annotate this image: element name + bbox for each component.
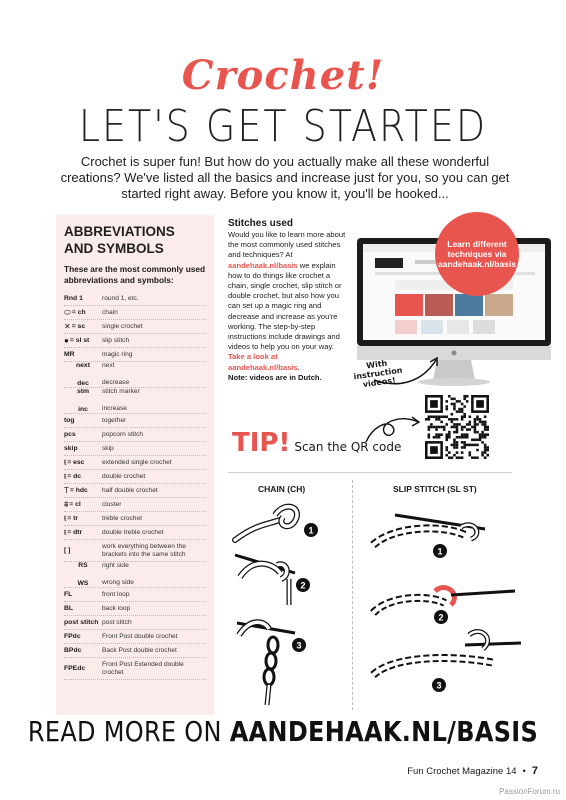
chain-step-2-badge: 2 <box>300 580 306 591</box>
abbreviation-row <box>64 320 206 334</box>
take-a-look-link[interactable]: Take a look at aandehaak.nl/basis. <box>228 352 300 372</box>
techniques-badge[interactable]: Learn different techniques via aandehaak.nl/basis <box>435 212 519 296</box>
abbreviation-row <box>64 658 206 680</box>
abbreviation-symbol-text: = esc <box>67 459 85 466</box>
cta-prefix: READ MORE ON <box>27 715 230 749</box>
abbreviation-row <box>64 348 206 362</box>
abbreviations-panel <box>56 215 214 715</box>
abbreviation-definition: post stitch <box>102 618 132 626</box>
chain-oval-icon: ⬭ <box>64 307 71 317</box>
chain-step-3-illustration <box>237 622 306 705</box>
dc-symbol-icon: ŧ <box>64 472 67 481</box>
curved-arrow-icon <box>366 350 446 390</box>
abbreviation-row <box>64 456 206 470</box>
abbreviation-definition-line: wrong side <box>102 579 134 586</box>
hdc-symbol-icon: T <box>64 486 69 495</box>
abbreviation-symbol <box>64 295 102 302</box>
chain-heading: CHAIN (CH) <box>258 484 306 494</box>
abbreviation-symbol-text: [ ] <box>64 547 71 554</box>
slip-step-1-illustration <box>373 515 485 558</box>
abbreviation-symbol-text: = dtr <box>67 529 83 536</box>
abbreviation-row <box>64 562 206 588</box>
page-footer <box>407 765 538 777</box>
abbreviation-symbol-line: dec <box>77 380 89 387</box>
stitch-diagrams <box>225 495 525 715</box>
abbreviation-definition: chain <box>102 308 118 316</box>
abbreviation-symbol <box>64 362 102 387</box>
videos-note: Note: videos are in Dutch. <box>228 372 322 382</box>
abbreviation-row <box>64 526 206 540</box>
page-title: LET'S GET STARTED <box>78 100 488 152</box>
stitches-body <box>228 230 346 373</box>
abbreviation-row <box>64 588 206 602</box>
x-symbol-icon: ✕ <box>64 322 71 331</box>
abbreviation-symbol-text: pcs <box>64 431 76 438</box>
abbreviation-definition: slip stitch <box>102 336 130 344</box>
slip-stitch-heading: SLIP STITCH (SL ST) <box>393 484 477 494</box>
abbreviation-symbol-text: = dc <box>67 473 82 480</box>
abbreviations-subtitle: These are the most commonly used abbreviations and symbols: <box>64 264 206 285</box>
abbreviation-definition: Front Post Extended double crochet <box>102 660 184 676</box>
abbreviation-symbol-text: FPEdc <box>64 665 86 672</box>
abbreviation-definition: Back Post double crochet <box>102 646 177 654</box>
abbreviation-symbol <box>64 417 102 424</box>
stitches-used-block <box>228 218 346 383</box>
abbreviation-definition: round 1, etc. <box>102 294 139 302</box>
abbreviation-symbol-text: BPdc <box>64 647 82 654</box>
abbreviation-definition: double treble crochet <box>102 528 164 536</box>
abbreviation-symbol <box>64 322 102 331</box>
abbreviation-symbol <box>64 472 102 481</box>
abbreviation-symbol <box>64 547 102 554</box>
abbreviation-row <box>64 512 206 526</box>
abbreviation-symbol <box>64 528 102 537</box>
abbreviation-symbol <box>64 351 102 358</box>
abbreviation-symbol <box>64 514 102 523</box>
abbreviation-symbol <box>64 431 102 438</box>
abbreviation-definition-line: increase <box>102 405 127 412</box>
page-number: 7 <box>531 765 538 777</box>
abbreviation-symbol <box>64 633 102 640</box>
abbreviation-symbol <box>64 619 102 626</box>
abbreviation-symbol <box>64 336 102 345</box>
abbreviation-definition <box>102 362 129 387</box>
abbreviation-symbol-line: RS <box>78 562 88 569</box>
abbreviation-row <box>64 306 206 320</box>
abbreviation-row <box>64 602 206 616</box>
abbreviation-symbol <box>64 486 102 495</box>
slip-step-3-illustration <box>373 632 521 692</box>
abbreviations-list <box>64 292 206 680</box>
abbreviation-symbol-text: BL <box>64 605 74 612</box>
abbreviation-definition: treble crochet <box>102 514 142 522</box>
abbreviations-title: ABBREVIATIONS AND SYMBOLS <box>64 224 175 256</box>
abbreviation-symbol-text: = tr <box>67 515 79 522</box>
abbreviation-symbol-line: inc <box>78 406 88 413</box>
abbreviation-definition-line: right side <box>102 562 129 569</box>
with-videos-label: With instruction videos! <box>353 358 403 390</box>
abbreviation-symbol-line: WS <box>77 580 89 587</box>
abbreviation-row <box>64 540 206 562</box>
chain-step-3-badge: 3 <box>296 640 302 651</box>
abbreviation-symbol-text: MR <box>64 351 75 358</box>
cta-link[interactable]: AANDEHAAK.NL/BASIS <box>229 715 539 749</box>
abbreviation-definition: popcorn stitch <box>102 430 144 438</box>
abbreviation-symbol-text: FPdc <box>64 633 81 640</box>
abbreviation-row <box>64 292 206 306</box>
watermark: PassionForum.ru <box>499 787 560 796</box>
stitches-body-part1: Would you like to learn more about the most commonly used stitches and techniques? At <box>228 230 346 260</box>
abbreviation-row <box>64 498 206 512</box>
footer-bullet: • <box>522 765 526 777</box>
abbreviation-symbol <box>64 605 102 612</box>
abbreviation-definition-line: stitch marker <box>102 388 140 395</box>
section-divider <box>228 472 512 473</box>
abbreviation-definition: front loop <box>102 590 130 598</box>
cluster-symbol-icon: ⩩ <box>64 499 69 509</box>
abbreviation-row <box>64 630 206 644</box>
chain-step-1-badge: 1 <box>308 525 314 536</box>
abbreviation-row <box>64 362 206 388</box>
abbreviation-definition: magic ring <box>102 350 133 358</box>
abbreviation-definition <box>102 388 140 413</box>
abbreviation-definition: back loop <box>102 604 131 612</box>
abbreviation-row <box>64 616 206 630</box>
intro-paragraph: Crochet is super fun! But how do you actually make all these wonderful creations? We've listed all the basics and increase just for you, so you can get started right away. Before you know it, you'll be hooked... <box>60 154 510 201</box>
script-title: Crochet! <box>181 52 385 99</box>
abbreviation-symbol-text: = cl <box>69 501 81 508</box>
tip-text: Scan the QR code <box>294 440 402 454</box>
abbreviation-definition: double crochet <box>102 472 146 480</box>
abbreviation-row <box>64 334 206 348</box>
chain-step-1-illustration <box>235 507 318 540</box>
abbreviation-row <box>64 414 206 428</box>
abbreviation-symbol-line: stm <box>76 388 90 395</box>
abbreviation-row <box>64 428 206 442</box>
slip-step-3-badge: 3 <box>436 680 442 691</box>
abbreviation-row <box>64 470 206 484</box>
abbreviation-definition <box>102 562 134 587</box>
abbreviation-symbol <box>64 591 102 598</box>
slip-step-2-illustration <box>373 588 515 624</box>
dot-symbol-icon: ● <box>64 336 69 345</box>
stitches-heading: Stitches used <box>228 218 294 229</box>
abbreviation-symbol <box>64 665 102 672</box>
abbreviation-symbol-text: = sc <box>71 323 86 330</box>
slip-step-1-badge: 1 <box>437 546 443 557</box>
abbreviation-symbol-text: Rnd 1 <box>64 295 83 302</box>
abbreviation-symbol-text: tog <box>64 417 75 424</box>
abbreviation-symbol-text: skip <box>64 445 78 452</box>
site-link[interactable]: aandehaak.nl/basis <box>228 260 298 270</box>
abbreviation-symbol <box>64 445 102 452</box>
abbreviation-symbol <box>64 500 102 510</box>
abbreviation-row <box>64 644 206 658</box>
qr-code[interactable] <box>425 395 489 459</box>
abbreviation-row <box>64 442 206 456</box>
abbreviation-symbol-text: post stitch <box>64 619 99 626</box>
abbreviation-symbol <box>64 458 102 467</box>
stitches-body-part2: we explain how to do things like crochet a chain, single crochet, slip stitch or double crochet, but also how you can set up a magic ring and decrease and increase as you're working. The step-by-step instructions include drawings and videos to help you on your way. <box>228 260 342 352</box>
abbreviation-symbol <box>64 388 102 413</box>
abbreviation-symbol-text: = sl st <box>69 337 90 344</box>
abbreviation-definition: together <box>102 416 127 424</box>
abbreviation-row <box>64 484 206 498</box>
loop-arrow-icon <box>362 408 424 448</box>
abbreviation-symbol <box>64 562 102 587</box>
esc-symbol-icon: ŧ <box>64 458 67 467</box>
chain-step-2-illustration <box>235 555 310 605</box>
abbreviation-row <box>64 388 206 414</box>
abbreviation-definition: cluster <box>102 500 122 508</box>
abbreviation-definition: single crochet <box>102 322 143 330</box>
abbreviation-definition: skip <box>102 444 114 452</box>
dtr-symbol-icon: ŧ <box>64 528 67 537</box>
abbreviation-definition: half double crochet <box>102 486 158 494</box>
abbreviation-definition-line: decrease <box>102 379 130 386</box>
tr-symbol-icon: ŧ <box>64 514 67 523</box>
abbreviation-definition: work everything between the brackets into the same stitch <box>102 542 186 558</box>
abbreviation-definition: Front Post double crochet <box>102 632 178 640</box>
abbreviation-symbol-text: FL <box>64 591 73 598</box>
tip-word: TIP! <box>232 428 291 458</box>
slip-step-2-badge: 2 <box>438 612 444 623</box>
abbreviation-symbol <box>64 647 102 654</box>
abbreviation-symbol <box>64 308 102 318</box>
abbreviation-definition-line: next <box>102 362 115 369</box>
abbreviation-symbol-text: = hdc <box>69 487 88 494</box>
abbreviation-definition: extended single crochet <box>102 458 172 466</box>
abbreviation-symbol-text: = ch <box>71 309 86 316</box>
read-more-cta[interactable] <box>0 716 566 748</box>
magazine-name: Fun Crochet Magazine 14 <box>407 765 517 777</box>
abbreviation-symbol-line: next <box>76 362 90 369</box>
